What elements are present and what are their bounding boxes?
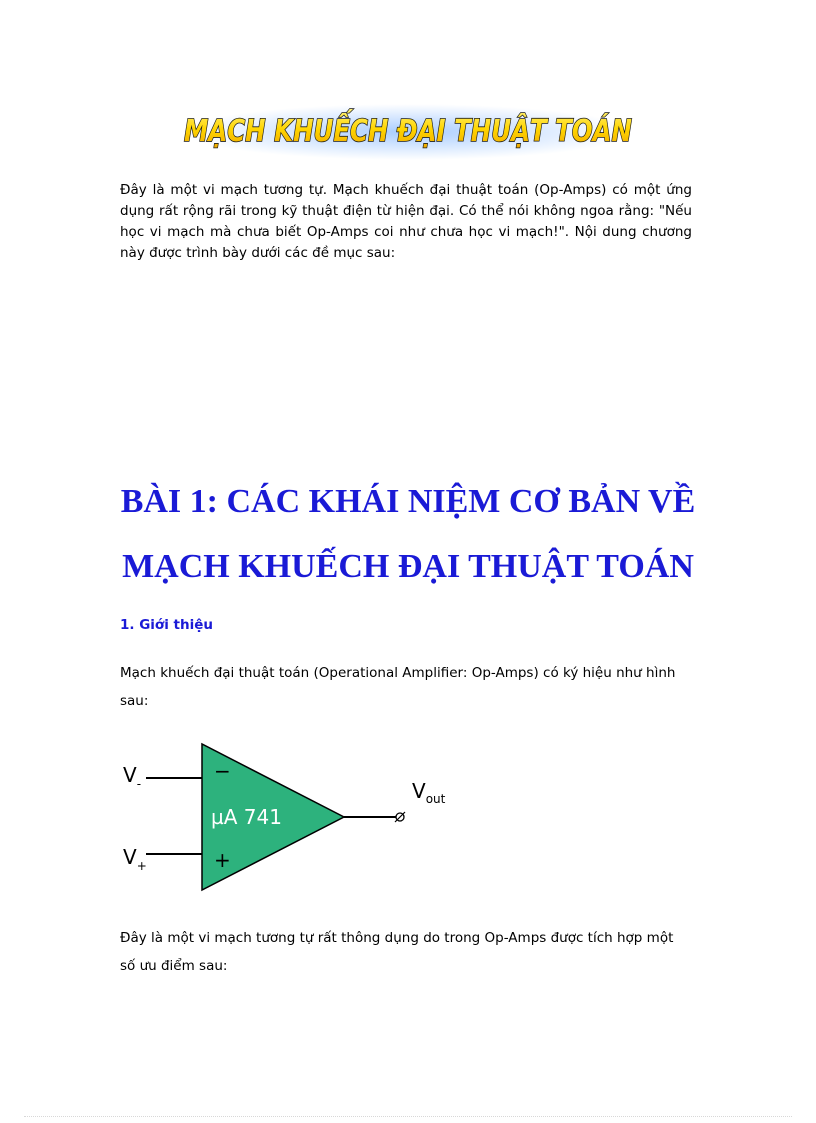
- title-banner: [178, 100, 734, 160]
- page-footer-divider: [24, 1116, 792, 1117]
- banner-text: MẠCH KHUẾCH ĐẠI THUẬT TOÁN: [184, 114, 734, 149]
- chapter-title-line-1: BÀI 1: CÁC KHÁI NIỆM CƠ BẢN VỀ: [120, 483, 696, 520]
- chapter-title-line-2: MẠCH KHUẾCH ĐẠI THUẬT TOÁN: [122, 548, 694, 585]
- output-label: $V_{out}$: [412, 779, 446, 806]
- opamp-symbol-diagram: [118, 740, 458, 899]
- noninverting-input-label: $V_+$: [123, 845, 147, 873]
- section-heading: 1. Giới thiệu: [120, 617, 213, 633]
- chip-label: µA 741: [211, 805, 282, 829]
- plus-sign: +: [214, 848, 231, 872]
- intro-paragraph: Đây là một vi mạch tương tự. Mạch khuếch đại thuật toán (Op-Amps) có một ứng dụng rất rộng rãi trong kỹ thuật điện từ hiện đại. Có thể nói không ngoa rằng: "Nếu học vi mạch mà chưa biết Op-Amps coi như chưa học vi mạch!". Nội dung chương này được trình bày dưới các đề mục sau:: [120, 182, 692, 261]
- advantages-paragraph: Đây là một vi mạch tương tự rất thông dụng do trong Op-Amps được tích hợp một số ưu điểm sau:: [120, 930, 674, 974]
- inverting-input-label: $V_-$: [123, 763, 142, 791]
- minus-sign: −: [214, 759, 231, 783]
- opamp-description-paragraph: Mạch khuếch đại thuật toán (Operational Amplifier: Op-Amps) có ký hiệu như hình sau:: [120, 665, 676, 709]
